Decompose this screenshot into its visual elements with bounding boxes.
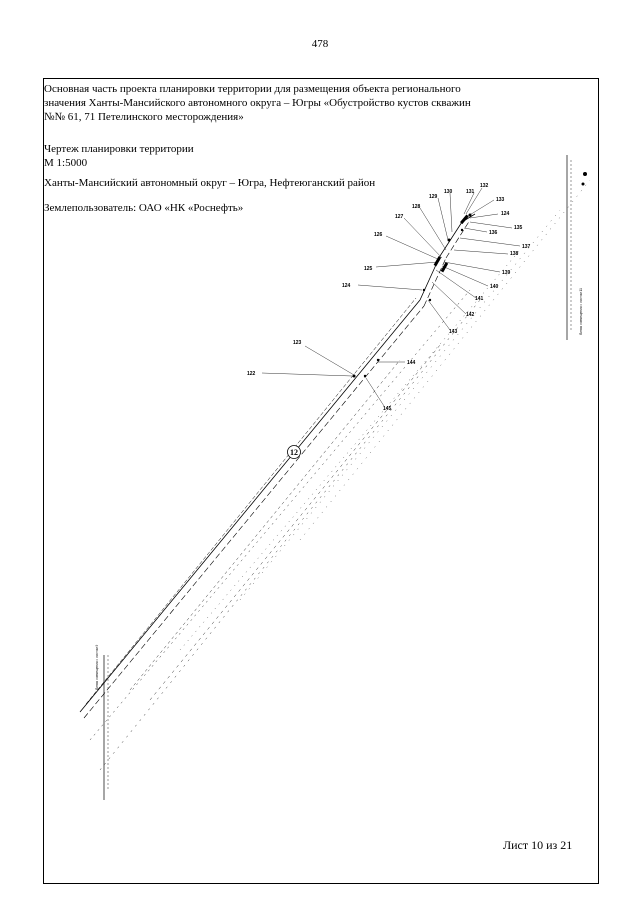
point-label-129: 129 (429, 194, 438, 200)
sheet-label: Лист 10 из 21 (503, 838, 573, 852)
point-label-128: 128 (412, 204, 421, 210)
point-label-123: 123 (293, 340, 302, 346)
point-label-142: 142 (466, 312, 475, 318)
point-label-140: 140 (490, 284, 499, 290)
page-number: 478 (311, 38, 329, 50)
point-label-124: 124 (342, 283, 351, 289)
point-label-141: 141 (475, 296, 484, 302)
point-label-134: 124 (501, 211, 510, 217)
document-title: Основная часть проекта планировки территории для размещения объекта регионального значения Ханты-Мансийского автономного округа – Югры «Обустройство кустов скважин №№ 61, 71 Петелинского месторождения» (44, 83, 471, 123)
left-sheet-boundary (95, 644, 108, 800)
point-label-135: 135 (514, 225, 523, 231)
point-label-131: 131 (466, 189, 475, 195)
point-label-138: 138 (510, 251, 519, 257)
point-label-125: 125 (364, 266, 373, 272)
right-sheet-boundary (567, 155, 587, 340)
point-label-136: 136 (489, 230, 498, 236)
point-label-122: 122 (247, 371, 256, 377)
region-label: Ханты-Мансийский автономный округ – Югра, Нефтеюганский район (44, 177, 376, 189)
point-label-127: 127 (395, 214, 404, 220)
drawing-title: Чертеж планировки территории М 1:5000 (44, 143, 194, 169)
point-label-137: 137 (522, 244, 531, 250)
point-markers (353, 214, 472, 378)
point-label-144: 144 (407, 360, 416, 366)
boundary-label-right: Линия совмещения с листом 11 (579, 288, 583, 335)
point-label-145: 145 (383, 406, 392, 412)
land-user-label: Землепользователь: ОАО «НК «Роснефть» (44, 202, 244, 214)
point-label-139: 139 (502, 270, 511, 276)
point-label-143: 143 (449, 329, 458, 335)
point-label-126: 126 (374, 232, 383, 238)
point-label-132: 132 (480, 183, 489, 189)
boundary-label-left: Линия совмещения с листом 9 (95, 644, 99, 690)
zone-label: 12 (290, 448, 298, 457)
point-label-133: 133 (496, 197, 505, 203)
zone-marker (288, 446, 301, 459)
corridor-lines (80, 180, 590, 770)
point-label-130: 130 (444, 189, 453, 195)
point-labels (247, 183, 531, 412)
